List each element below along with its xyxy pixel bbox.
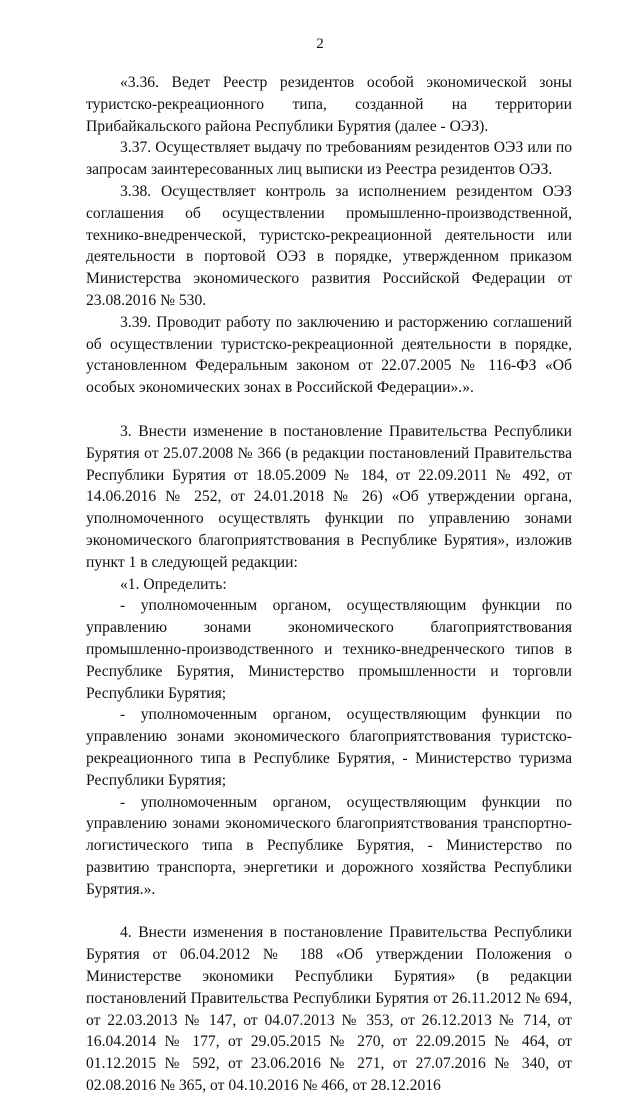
paragraph-gap bbox=[86, 900, 572, 922]
paragraph-tourism-ministry: - уполномоченным органом, осуществляющим функции по управлению зонами экономического благоприятствования туристско-рекреационного типа в Республике Бурятия, - Министерство туризма Республики Бурятия; bbox=[86, 706, 572, 789]
paragraph-transport-ministry: - уполномоченным органом, осуществляющим функции по управлению зонами экономического благоприятствования транспортно-логистического типа в Республике Бурятия, - Министерство по развитию транспорта, энергетики и дорожного хозяйства Республики Бурятия.». bbox=[86, 793, 572, 898]
paragraph-3-39: 3.39. Проводит работу по заключению и расторжению соглашений об осуществлении туристско-рекреационной деятельности в порядке, установленном Федеральным законом от 22.07.2005 № 116-ФЗ «Об особых экономических зонах в Российской Федерации».». bbox=[86, 313, 572, 397]
paragraph-3-37: 3.37. Осуществляет выдачу по требованиям резидентов ОЭЗ или по запросам заинтересованных лиц выписки из Реестра резидентов ОЭЗ. bbox=[86, 139, 572, 179]
paragraph-industry-ministry: - уполномоченным органом, осуществляющим функции по управлению зонами экономического благоприятствования промышленно-производственного и технико-внедренческого типов в Республике Бурятия, Министерство промышленности и торговли Республики Бурятия; bbox=[86, 597, 572, 702]
paragraph-item-4: 4. Внести изменения в постановление Правительства Республики Бурятия от 06.04.2012 № 188 «Об утверждении Положения о Министерстве экономики Республики Бурятия» (в редакции постановлений Правительства Республики Бурятия от 26.11.2012 № 694, от 22.03.2013 № 147, от 04.07.2013 № 353, от 26.12.2013 № 714, от 16.04.2014 № 177, от 29.05.2015 № 270, от 22.09.2015 № 464, от 01.12.2015 № 592, от 23.06.2016 № 271, от 27.07.2016 № 340, от 02.08.2016 № 365, от 04.10.2016 № 466, от 28.12.2016 bbox=[86, 924, 572, 1095]
paragraph-define: «1. Определить: bbox=[120, 575, 227, 593]
paragraph-3-36: «3.36. Ведет Реестр резидентов особой экономической зоны туристско-рекреационного типа, созданной на территории Прибайкальского района Республики Бурятия (далее - ОЭЗ). bbox=[86, 74, 572, 135]
paragraph-gap bbox=[86, 399, 572, 421]
page-number: 2 bbox=[316, 36, 324, 52]
paragraph-item-3: 3. Внести изменение в постановление Правительства Республики Бурятия от 25.07.2008 № 366 (в редакции постановлений Правительства Республики Бурятия от 18.05.2009 № 184, от 22.09.2011 № 492, от 14.06.2016 № 252, от 24.01.2018 № 26) «Об утверждении органа, уполномоченного осуществлять функции по управлению зонами экономического благоприятствования в Республике Бурятия», изложив пункт 1 в следующей редакции: bbox=[86, 422, 572, 571]
document-body bbox=[86, 72, 572, 1097]
paragraph-3-38: 3.38. Осуществляет контроль за исполнением резидентом ОЭЗ соглашения об осуществлении промышленно-производственной, технико-внедренческой, туристско-рекреационной деятельности или деятельности в портовой ОЭЗ в порядке, утвержденном приказом Министерства экономического развития Российской Федерации от 23.08.2016 № 530. bbox=[86, 182, 572, 309]
